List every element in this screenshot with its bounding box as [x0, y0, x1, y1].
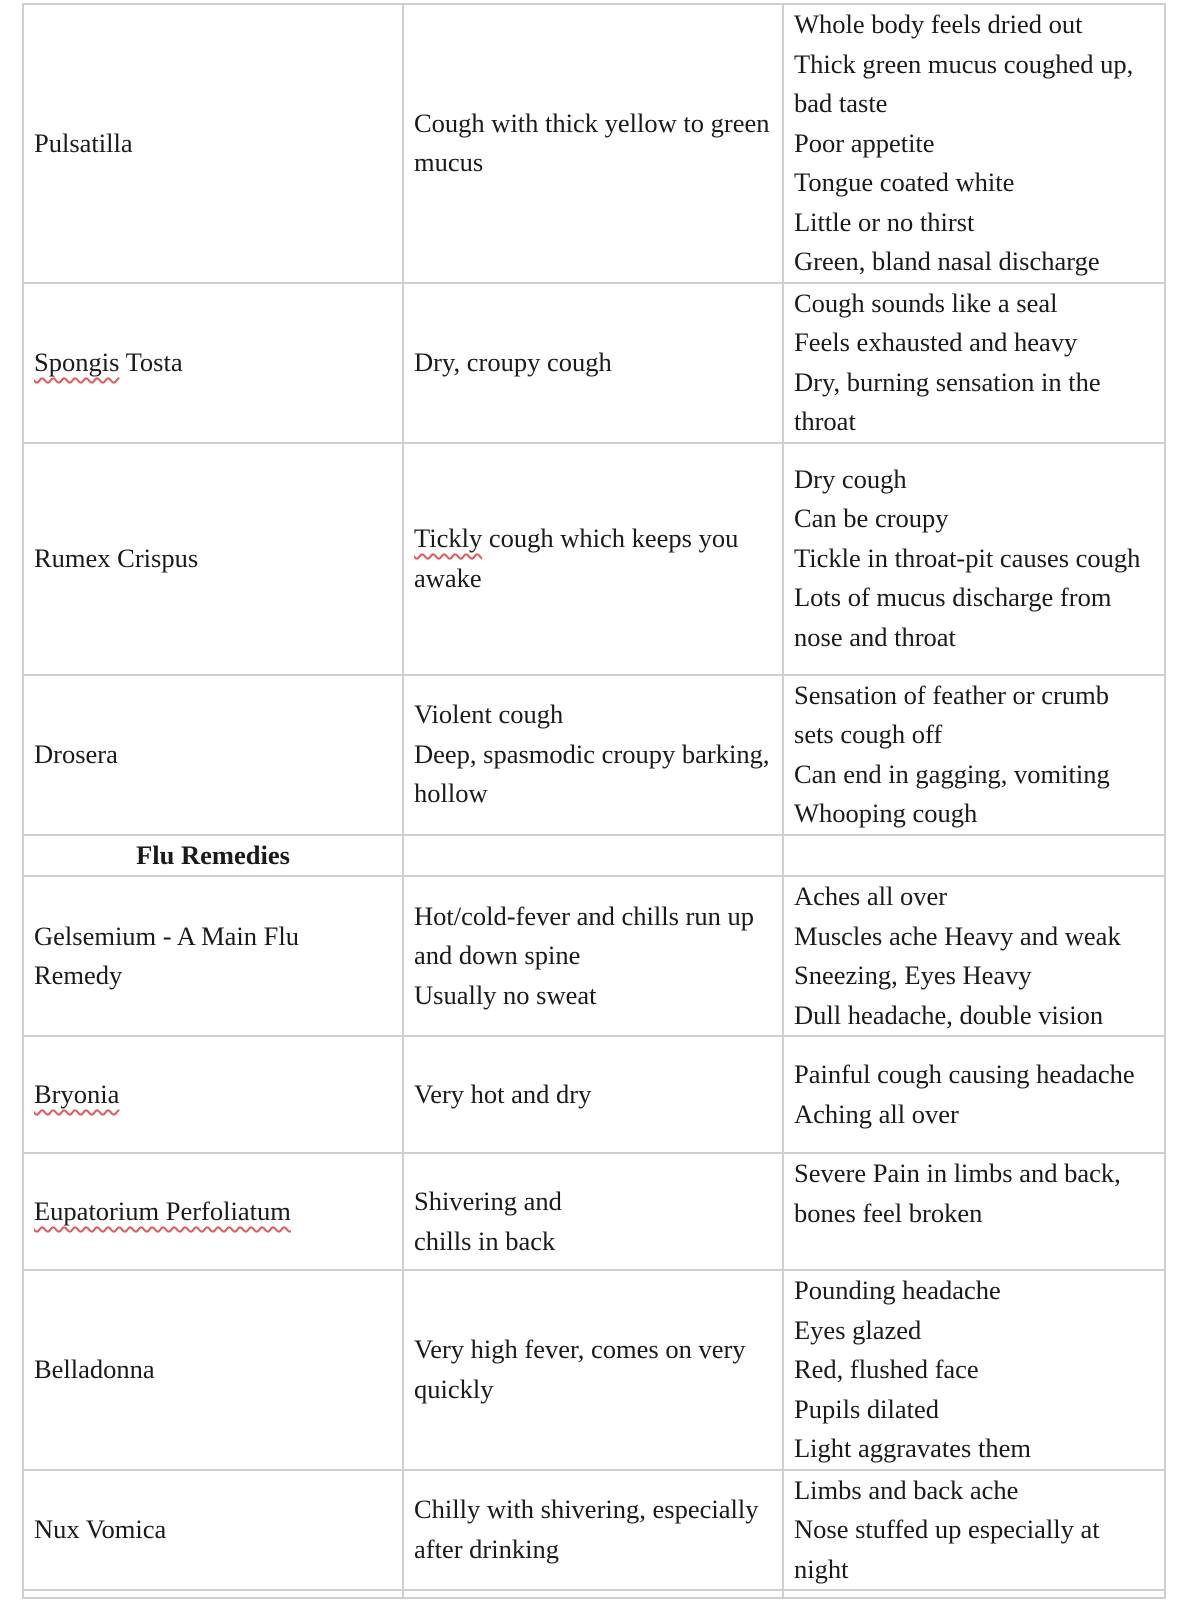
table-row-section-flu-remedies — [23, 835, 1165, 877]
remedy-name: Belladonna — [34, 1354, 155, 1384]
symptom-item: Muscles ache Heavy and weak — [794, 920, 1121, 951]
symptom-item: Aches all over — [794, 881, 948, 911]
remedy-name-cell — [23, 675, 403, 835]
table-row-pulsatilla — [23, 4, 1165, 283]
primary-symptom-cell — [403, 1036, 783, 1153]
primary-symptom: Very hot and dry — [414, 1078, 592, 1109]
primary-symptom: Hot/cold-fever and chills run up and down spine — [414, 900, 754, 971]
symptom-item: Tongue coated white — [794, 167, 1015, 197]
symptom-item: Dry cough — [794, 463, 907, 494]
table-row-belladonna — [23, 1270, 1165, 1470]
symptom-item: Dry, burning sensation in the throat — [794, 366, 1101, 436]
symptom-item: Sensation of feather or crumb sets cough off — [794, 679, 1109, 749]
empty-cell — [783, 835, 1165, 877]
table-row-drosera — [23, 675, 1165, 835]
empty-cell — [23, 1590, 403, 1598]
primary-symptom-cell — [403, 675, 783, 835]
empty-cell — [403, 1590, 783, 1598]
remedy-name: Pulsatilla — [34, 127, 133, 158]
remedy-name: Rumex Crispus — [34, 542, 199, 573]
remedy-name — [34, 343, 392, 383]
section-title: Flu Remedies — [23, 835, 403, 877]
remedy-name-cell — [23, 1036, 403, 1153]
remedy-name-cell — [23, 1153, 403, 1270]
symptom-item: Thick green mucus coughed up, bad taste — [794, 48, 1134, 118]
symptom-item: Aching all over — [794, 1098, 959, 1129]
symptom-item: Nose stuffed up especially at night — [794, 1514, 1100, 1584]
remedies-table — [22, 3, 1166, 1599]
table-row-spongis-tosta — [23, 283, 1165, 443]
symptoms-cell — [783, 876, 1165, 1036]
empty-cell — [783, 1590, 1165, 1598]
symptoms-cell — [783, 1036, 1165, 1153]
symptom-item: Pupils dilated — [794, 1393, 940, 1424]
symptom-item: Cough sounds like a seal — [794, 287, 1058, 318]
primary-symptom-rest: cough which keeps you awake — [414, 523, 739, 593]
symptom-item: Feels exhausted and heavy — [794, 327, 1078, 357]
primary-symptom: Usually no sweat — [414, 979, 597, 1010]
symptom-item: Pounding headache — [794, 1275, 1001, 1305]
symptom-item: Green, bland nasal discharge — [794, 246, 1100, 276]
table-row-partial — [23, 1590, 1165, 1598]
symptoms-cell — [783, 1470, 1165, 1591]
remedy-name-cell — [23, 443, 403, 675]
symptom-item: Painful cough causing headache — [794, 1059, 1135, 1089]
symptom-item: Red, flushed face — [794, 1354, 979, 1384]
symptom-item: Severe Pain in limbs and back, bones feel broken — [794, 1158, 1121, 1228]
table-row-nux-vomica — [23, 1470, 1165, 1591]
symptom-item: Little or no thirst — [794, 206, 975, 237]
primary-symptom-cell — [403, 443, 783, 675]
remedy-name: Bryonia — [34, 1078, 120, 1109]
symptom-item: Sneezing, Eyes Heavy — [794, 960, 1032, 990]
primary-symptom: Shivering and — [414, 1186, 562, 1216]
primary-symptom-cell — [403, 876, 783, 1036]
symptom-item: Whooping cough — [794, 798, 978, 828]
primary-symptom: chills in back — [414, 1225, 556, 1256]
symptom-item: Tickle in throat-pit causes cough — [794, 542, 1141, 573]
primary-symptom: Very high fever, comes on very quickly — [414, 1334, 746, 1404]
remedy-name-cell — [23, 1270, 403, 1470]
table-row-gelsemium — [23, 876, 1165, 1036]
table-row-eupatorium-perfoliatum — [23, 1153, 1165, 1270]
symptoms-cell — [783, 443, 1165, 675]
symptoms-cell — [783, 675, 1165, 835]
remedy-name-cell — [23, 4, 403, 283]
primary-symptom-cell — [403, 1270, 783, 1470]
symptom-item: Eyes glazed — [794, 1314, 922, 1345]
primary-symptom: Deep, spasmodic croupy barking, hollow — [414, 738, 770, 809]
symptom-item: Can end in gagging, vomiting — [794, 758, 1110, 789]
primary-symptom-cell — [403, 283, 783, 443]
symptom-item: Lots of mucus discharge from nose and throat — [794, 582, 1112, 652]
symptom-item: Poor appetite — [794, 127, 935, 158]
remedy-name-rest: Tosta — [119, 346, 183, 377]
primary-symptom: Violent cough — [414, 699, 564, 730]
primary-symptom — [414, 519, 772, 598]
remedy-name: Nux Vomica — [34, 1514, 167, 1544]
spellcheck-word: Spongis — [34, 346, 120, 377]
primary-symptom: Dry, croupy cough — [414, 346, 612, 377]
symptom-item: Whole body feels dried out — [794, 9, 1083, 39]
symptom-item: Limbs and back ache — [794, 1474, 1019, 1505]
symptoms-cell — [783, 1270, 1165, 1470]
primary-symptom-cell — [403, 4, 783, 283]
remedies-table-container — [22, 3, 1164, 1599]
primary-symptom: Cough with thick yellow to green mucus — [414, 107, 770, 178]
remedy-name: Eupatorium Perfoliatum — [34, 1195, 291, 1226]
symptom-item: Dull headache, double vision — [794, 999, 1104, 1030]
empty-cell — [403, 835, 783, 877]
table-row-rumex-crispus — [23, 443, 1165, 675]
symptom-item: Light aggravates them — [794, 1433, 1031, 1463]
remedy-name-cell — [23, 283, 403, 443]
remedy-name: Drosera — [34, 738, 118, 769]
primary-symptom-cell — [403, 1153, 783, 1270]
remedy-name-cell — [23, 1470, 403, 1591]
spellcheck-word: Tickly — [414, 523, 483, 553]
remedy-name: Gelsemium - A Main Flu Remedy — [34, 920, 299, 990]
symptoms-cell — [783, 4, 1165, 283]
symptoms-cell — [783, 283, 1165, 443]
remedy-name-cell — [23, 876, 403, 1036]
symptoms-cell — [783, 1153, 1165, 1270]
primary-symptom: Chilly with shivering, especially after drinking — [414, 1494, 759, 1564]
symptom-item: Can be croupy — [794, 503, 949, 534]
table-row-bryonia — [23, 1036, 1165, 1153]
primary-symptom-cell — [403, 1470, 783, 1591]
